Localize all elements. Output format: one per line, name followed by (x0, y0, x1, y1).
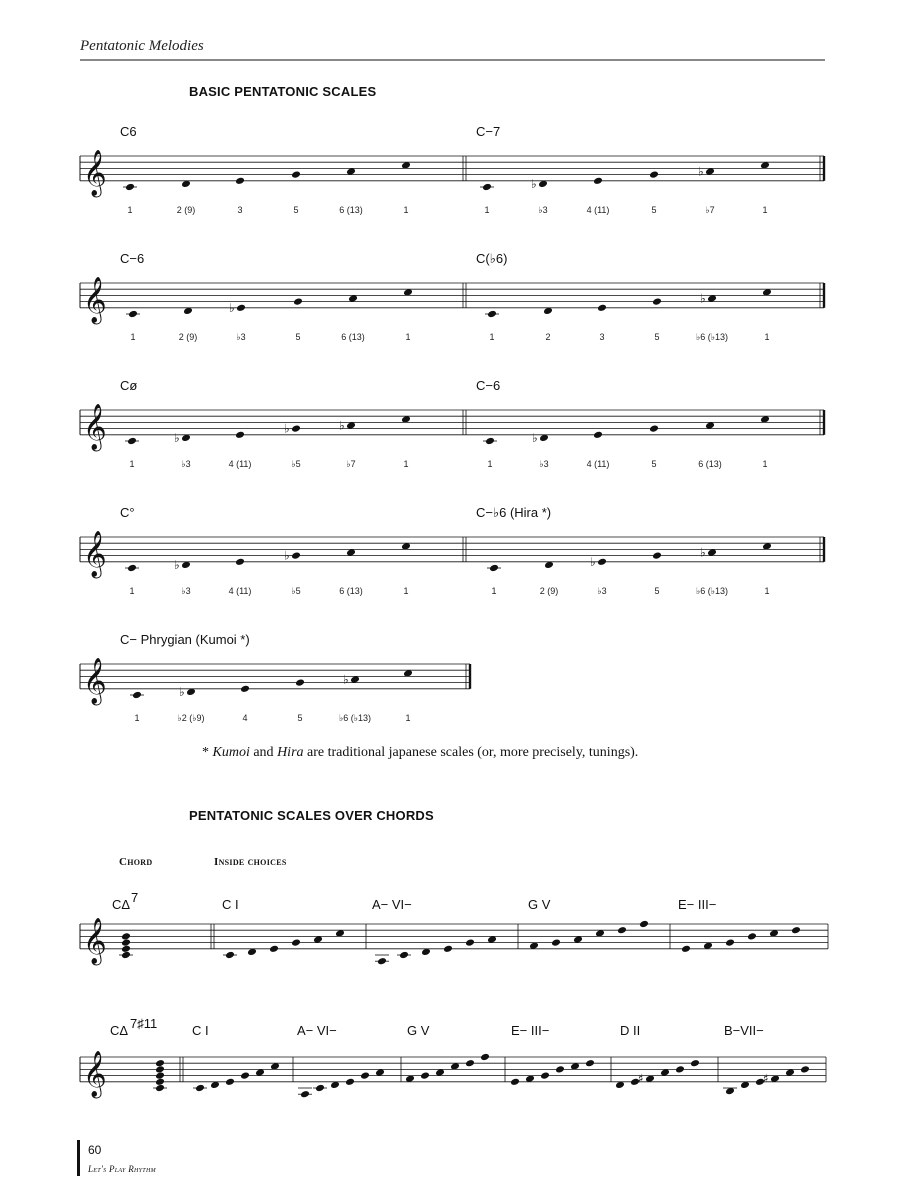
notehead (291, 551, 301, 559)
notehead (652, 551, 662, 559)
notehead (155, 1071, 165, 1079)
basic-scales-title: BASIC PENTATONIC SCALES (189, 84, 377, 99)
flat-accidental: ♭ (698, 164, 704, 179)
scale-degree: 1 (403, 458, 409, 469)
notehead (269, 945, 279, 953)
scale-degree: ♭6 (♭13) (695, 331, 729, 342)
scale-degree: 1 (484, 204, 490, 215)
chord-symbol: C° (120, 505, 135, 520)
scale-degree: 2 (9) (176, 204, 196, 215)
scale-degree: 6 (13) (341, 331, 365, 342)
notehead (487, 310, 497, 318)
scale-degree: 1 (405, 712, 411, 723)
scale-degree: ♭6 (♭13) (338, 712, 372, 723)
flat-accidental: ♭ (174, 557, 180, 572)
notehead (597, 304, 607, 312)
scale-label: E− III− (511, 1023, 550, 1038)
notehead (240, 1071, 250, 1079)
treble-clef: 𝄞 (83, 149, 107, 196)
scale-degree: 2 (9) (178, 331, 198, 342)
scale-degree: 4 (11) (228, 458, 252, 469)
notehead (295, 678, 305, 686)
notehead (121, 945, 131, 953)
notehead (593, 431, 603, 439)
scale-degree: 5 (295, 331, 301, 342)
chord-scales-title: PENTATONIC SCALES OVER CHORDS (189, 808, 434, 823)
flat-accidental: ♭ (174, 430, 180, 445)
scale-degree: ♭7 (705, 204, 715, 215)
notehead (555, 1065, 565, 1073)
notehead (681, 945, 691, 953)
scale-degree: 1 (487, 458, 493, 469)
scale-label: D II (620, 1023, 641, 1038)
treble-clef: 𝄞 (83, 917, 107, 964)
chord-symbol: C− Phrygian (Kumoi *) (120, 632, 250, 647)
chord-symbol: C−6 (120, 251, 145, 266)
notehead (510, 1078, 520, 1086)
notehead (128, 310, 138, 318)
scale-degree: 2 (545, 331, 551, 342)
notehead (482, 183, 492, 191)
treble-clef: 𝄞 (83, 276, 107, 323)
scale-degree: 4 (11) (586, 204, 610, 215)
scale-degree: ♭5 (291, 585, 301, 596)
scale-degree: 6 (13) (698, 458, 722, 469)
footnote-term-hira: Hira (277, 745, 304, 760)
notehead (593, 177, 603, 185)
treble-clef: 𝄞 (83, 657, 107, 704)
notehead (127, 437, 137, 445)
scale-degree: 3 (237, 204, 243, 215)
notehead (597, 558, 607, 566)
flat-accidental: ♭ (700, 291, 706, 306)
scale-degree: 5 (654, 585, 660, 596)
notehead (291, 170, 301, 178)
chord-symbol: C6 (120, 124, 137, 139)
scale-degree: 1 (134, 712, 140, 723)
notehead (399, 951, 409, 959)
notehead (675, 1065, 685, 1073)
notehead (291, 938, 301, 946)
scale-degree: 1 (762, 204, 768, 215)
notehead (443, 945, 453, 953)
notehead (155, 1065, 165, 1073)
scale-label: C I (222, 897, 239, 912)
scale-degree: 1 (130, 331, 136, 342)
notehead (121, 938, 131, 946)
scale-label: A− VI− (372, 897, 412, 912)
scale-degree: ♭3 (181, 585, 191, 596)
notehead (690, 1059, 700, 1067)
notehead (652, 297, 662, 305)
scale-degree: 6 (13) (339, 204, 363, 215)
notehead (585, 1059, 595, 1067)
notehead (551, 938, 561, 946)
scale-label: G V (528, 897, 551, 912)
page-marker (77, 1140, 80, 1176)
scale-degree: 1 (764, 331, 770, 342)
sharp-accidental: ♯ (763, 1071, 769, 1086)
scale-degree: 5 (651, 458, 657, 469)
notehead (127, 564, 137, 572)
scale-degree: 1 (403, 204, 409, 215)
notehead (377, 957, 387, 965)
scale-degree: ♭7 (346, 458, 356, 469)
scale-label: G V (407, 1023, 430, 1038)
chord-symbol: CΔ (110, 1023, 129, 1038)
notehead (345, 1078, 355, 1086)
flat-accidental: ♭ (700, 545, 706, 560)
flat-accidental: ♭ (343, 672, 349, 687)
scale-degree: 1 (129, 458, 135, 469)
scale-degree: 5 (297, 712, 303, 723)
flat-accidental: ♭ (179, 684, 185, 699)
notehead (300, 1090, 310, 1098)
notehead (485, 437, 495, 445)
scale-degree: 1 (489, 331, 495, 342)
notehead (747, 932, 757, 940)
notehead (639, 920, 649, 928)
chord-symbol: CΔ (112, 897, 131, 912)
scale-degree: ♭6 (♭13) (695, 585, 729, 596)
notehead (540, 1071, 550, 1079)
scale-degree: 5 (654, 331, 660, 342)
scale-degree: 3 (599, 331, 605, 342)
footnote-term-kumoi: Kumoi (212, 745, 250, 760)
scale-degree: 1 (491, 585, 497, 596)
notehead (132, 691, 142, 699)
column-header-inside: Inside choices (214, 856, 287, 868)
flat-accidental: ♭ (284, 421, 290, 436)
notehead (155, 1059, 165, 1067)
treble-clef: 𝄞 (83, 403, 107, 450)
scale-label: B−VII− (724, 1023, 764, 1038)
scale-label: C I (192, 1023, 209, 1038)
flat-accidental: ♭ (339, 418, 345, 433)
notehead (465, 938, 475, 946)
scale-degree: ♭5 (291, 458, 301, 469)
notehead (225, 951, 235, 959)
notehead (617, 926, 627, 934)
scale-degree: 4 (11) (586, 458, 610, 469)
chord-symbol: C−6 (476, 378, 501, 393)
treble-clef: 𝄞 (83, 530, 107, 577)
scale-degree: 6 (13) (339, 585, 363, 596)
notehead (649, 424, 659, 432)
scale-degree: 1 (127, 204, 133, 215)
notehead (155, 1084, 165, 1092)
scale-label: E− III− (678, 897, 717, 912)
chord-superscript: 7♯11 (130, 1016, 158, 1031)
scale-degree: 5 (293, 204, 299, 215)
notehead (240, 685, 250, 693)
scale-degree: 1 (129, 585, 135, 596)
scale-degree: ♭3 (181, 458, 191, 469)
column-header-chord: Chord (119, 856, 153, 868)
sharp-accidental: ♯ (638, 1071, 644, 1086)
notehead (235, 431, 245, 439)
scale-degree: 1 (403, 585, 409, 596)
flat-accidental: ♭ (532, 430, 538, 445)
notehead (725, 938, 735, 946)
scale-degree: 1 (762, 458, 768, 469)
chord-symbol: C(♭6) (476, 251, 508, 266)
scale-degree: ♭3 (236, 331, 246, 342)
scale-degree: 2 (9) (539, 585, 559, 596)
notehead (235, 177, 245, 185)
flat-accidental: ♭ (284, 548, 290, 563)
notehead (236, 304, 246, 312)
notehead (480, 1053, 490, 1061)
scale-label: A− VI− (297, 1023, 337, 1038)
chord-symbol: Cø (120, 378, 138, 393)
flat-accidental: ♭ (531, 176, 537, 191)
notehead (360, 1071, 370, 1079)
notehead (291, 424, 301, 432)
page-number: 60 (88, 1143, 102, 1157)
notehead (155, 1078, 165, 1086)
notehead (235, 558, 245, 566)
treble-clef: 𝄞 (83, 1050, 107, 1097)
notehead (791, 926, 801, 934)
chord-superscript: 7 (131, 890, 139, 905)
footnote: * Kumoi and Hira are traditional japanese scales (or, more precisely, tunings). (202, 745, 639, 760)
scale-degree: 1 (405, 331, 411, 342)
notehead (195, 1084, 205, 1092)
scale-degree: ♭2 (♭9) (177, 712, 205, 723)
flat-accidental: ♭ (229, 300, 235, 315)
notehead (225, 1078, 235, 1086)
notehead (649, 170, 659, 178)
notehead (315, 1084, 325, 1092)
running-header: Pentatonic Melodies (80, 38, 204, 54)
scale-degree: 1 (764, 585, 770, 596)
book-title: Let's Play Rhythm (88, 1164, 156, 1174)
notehead (489, 564, 499, 572)
notehead (121, 951, 131, 959)
scale-degree: ♭3 (597, 585, 607, 596)
scale-degree: 5 (651, 204, 657, 215)
scale-degree: 4 (242, 712, 248, 723)
notehead (800, 1065, 810, 1073)
notehead (293, 297, 303, 305)
chord-symbol: C−7 (476, 124, 501, 139)
notehead (465, 1059, 475, 1067)
scale-degree: 4 (11) (228, 585, 252, 596)
chord-symbol: C−♭6 (Hira *) (476, 505, 552, 520)
notehead (420, 1071, 430, 1079)
scale-degree: ♭3 (539, 458, 549, 469)
flat-accidental: ♭ (590, 554, 596, 569)
notehead (121, 932, 131, 940)
scale-degree: ♭3 (538, 204, 548, 215)
notehead (125, 183, 135, 191)
